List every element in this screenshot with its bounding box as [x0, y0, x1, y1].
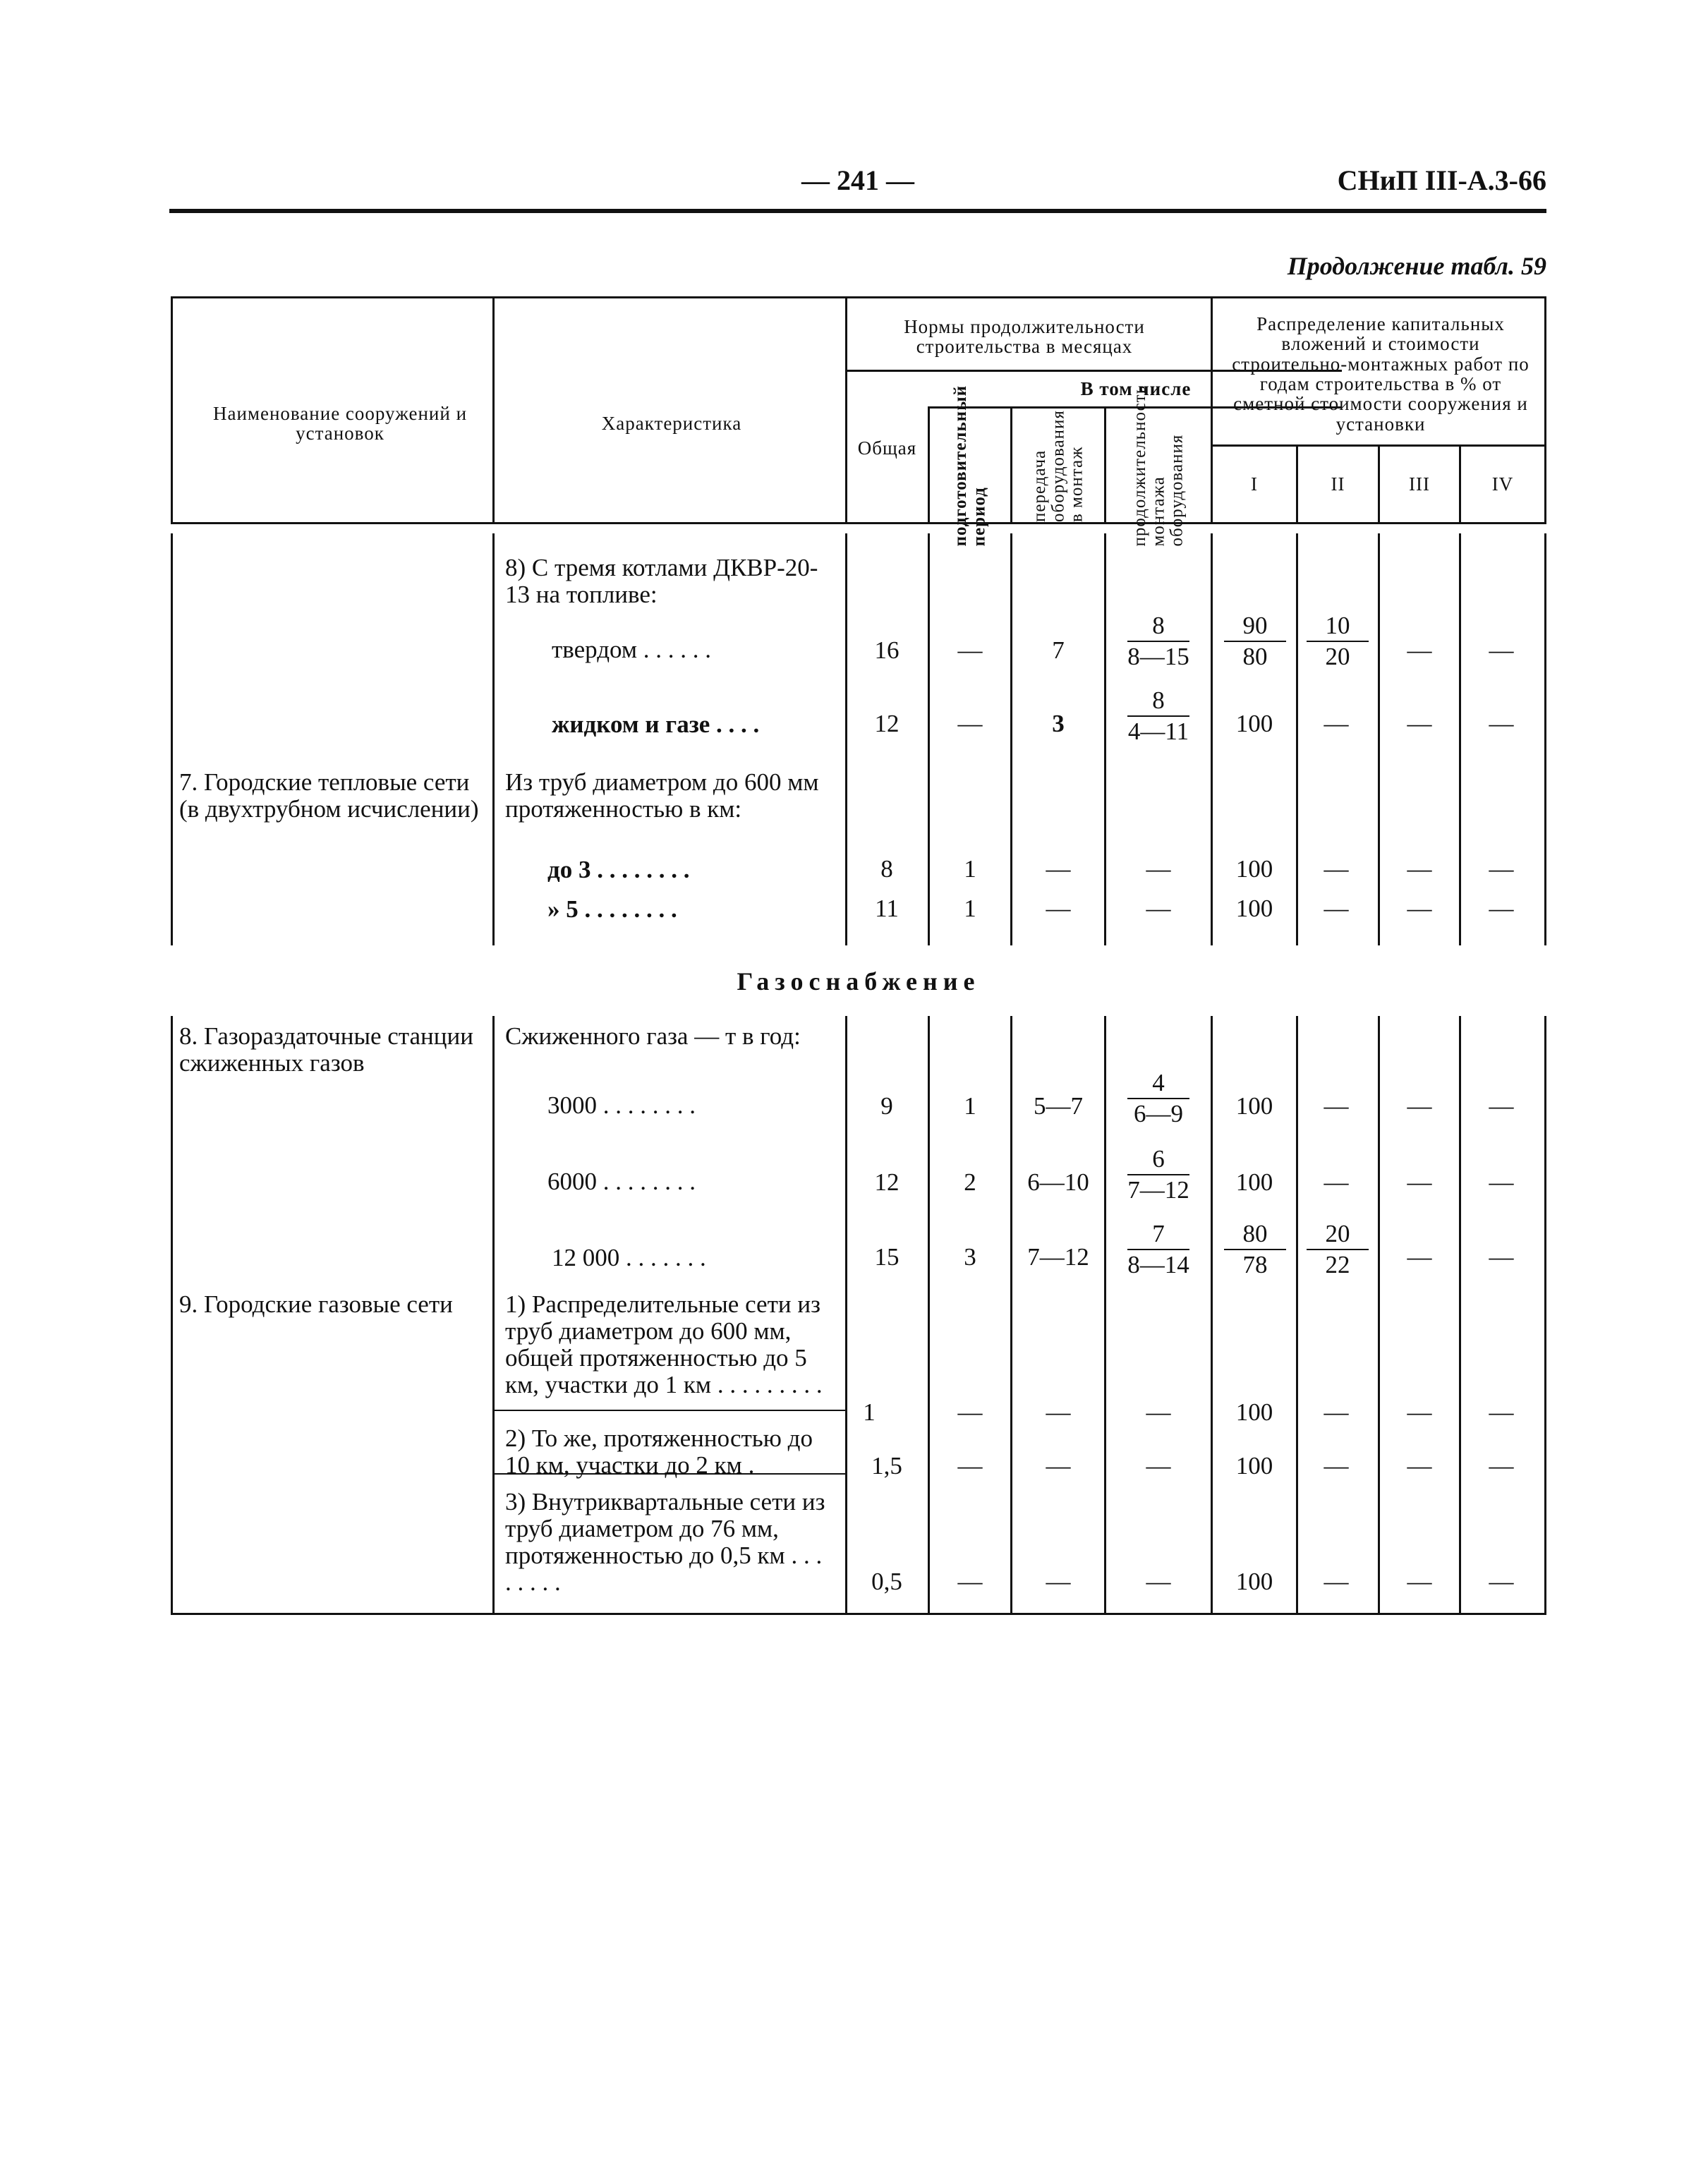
gn3-year-4: — [1489, 1568, 1514, 1595]
liquid-year-2: — [1324, 710, 1349, 737]
header-prep: подготовительный период [950, 385, 988, 547]
gn2-year-4: — [1489, 1452, 1514, 1480]
heat3-prep: 1 [964, 855, 976, 883]
g6000-year-2: — [1324, 1168, 1349, 1196]
table-caption: Продолжение табл. 59 [1287, 252, 1546, 280]
g6000-prep: 2 [964, 1168, 976, 1196]
heat3-year-3: — [1407, 855, 1432, 883]
heat3-label: до 3 . . . . . . . . [547, 856, 690, 883]
vline [1544, 533, 1546, 945]
gn3-prep: — [957, 1568, 983, 1595]
row-separator [492, 1410, 845, 1411]
gas-stations-intro: Сжиженного газа — т в год: [505, 1022, 801, 1050]
heat5-year-4: — [1489, 895, 1514, 922]
vline [928, 533, 930, 945]
gn1-total: 1 [863, 1398, 876, 1426]
gn2-transfer: — [1046, 1452, 1071, 1480]
gn2-total: 1,5 [871, 1452, 902, 1480]
header-mount-cell [1106, 385, 1211, 547]
g12000-mount-top: 7 [1152, 1220, 1165, 1247]
gn2-year-2: — [1324, 1452, 1349, 1480]
liquid-year-4: — [1489, 710, 1514, 737]
heat5-label: » 5 . . . . . . . . [547, 895, 677, 923]
heat3-total: 8 [880, 855, 893, 883]
g12000-y1-top: 80 [1242, 1220, 1268, 1247]
vline [1296, 533, 1298, 945]
header-year-4: IV [1491, 473, 1514, 495]
g12000-year-3: — [1407, 1243, 1432, 1271]
g3000-label: 3000 . . . . . . . . [547, 1091, 696, 1119]
g6000-year-3: — [1407, 1168, 1432, 1196]
g3000-year-4: — [1489, 1092, 1514, 1120]
solid-year-3: — [1407, 636, 1432, 664]
gn2-year-1: 100 [1235, 1452, 1273, 1480]
gn2-label: 2) То же, протяженностью до 10 км, участки до 2 км . [505, 1424, 813, 1479]
gn1-year-3: — [1407, 1398, 1432, 1426]
heat5-year-3: — [1407, 895, 1432, 922]
vline [492, 1016, 495, 1613]
header-year-1: I [1251, 473, 1258, 495]
gn1-transfer: — [1046, 1398, 1071, 1426]
gn3-year-2: — [1324, 1568, 1349, 1595]
g3000-mount-top: 4 [1152, 1069, 1165, 1096]
vline [1544, 1016, 1546, 1613]
g6000-mount [1123, 1144, 1194, 1205]
g6000-label: 6000 . . . . . . . . [547, 1168, 696, 1195]
header-transfer: передача оборудования в монтаж [1029, 410, 1086, 522]
gn3-label: 3) Внутриквартальные сети из труб диаметром до 76 мм, протяженностью до 0,5 км . . . . . . . . [505, 1488, 825, 1596]
g12000-total: 15 [874, 1243, 900, 1271]
liquid-prep: — [957, 710, 983, 737]
solid-mount-bottom: 8—15 [1127, 643, 1189, 670]
g3000-transfer: 5—7 [1034, 1092, 1083, 1120]
page-number: — 241 — [801, 164, 914, 196]
gn2-mount: — [1146, 1452, 1171, 1480]
heat-networks-name: 7. Городские тепловые сети (в двухтрубном исчислении) [179, 768, 479, 823]
solid-y2-top: 10 [1325, 612, 1350, 639]
liquid-transfer: 3 [1052, 710, 1065, 737]
solid-mount-top: 8 [1152, 612, 1165, 639]
heat5-total: 11 [875, 895, 899, 922]
gn1-year-2: — [1324, 1398, 1349, 1426]
solid-total: 16 [874, 636, 900, 664]
g12000-year-1 [1220, 1219, 1290, 1280]
g12000-mount [1123, 1219, 1194, 1280]
g12000-prep: 3 [964, 1243, 976, 1271]
g3000-year-3: — [1407, 1092, 1432, 1120]
gas-networks-name: 9. Городские газовые сети [179, 1290, 453, 1318]
heat5-prep: 1 [964, 895, 976, 922]
vline [845, 1016, 847, 1613]
gn1-year-4: — [1489, 1398, 1514, 1426]
vline [1544, 296, 1546, 522]
heat3-year-2: — [1324, 855, 1349, 883]
vline [492, 296, 495, 522]
g12000-y1-bottom: 78 [1242, 1251, 1268, 1278]
solid-prep: — [957, 636, 983, 664]
heat5-transfer: — [1046, 895, 1071, 922]
g6000-year-4: — [1489, 1168, 1514, 1196]
gn3-year-3: — [1407, 1568, 1432, 1595]
table-bottom-rule [171, 1613, 1546, 1615]
header-distribution: Распределение капитальных вложений и стоимости строительно-монтажных работ по годам строительства в % от сметной стоимости сооружения и установки [1232, 313, 1530, 435]
g3000-total: 9 [880, 1092, 893, 1120]
g12000-y2-bottom: 22 [1325, 1251, 1350, 1278]
heat3-year-4: — [1489, 855, 1514, 883]
gn3-year-1: 100 [1235, 1568, 1273, 1595]
gn2-year-3: — [1407, 1452, 1432, 1480]
gn3-mount: — [1146, 1568, 1171, 1595]
page-header [169, 164, 1546, 213]
gn2-prep: — [957, 1452, 983, 1480]
data-table [171, 296, 1546, 1617]
gn1-mount: — [1146, 1398, 1171, 1426]
vline [845, 533, 847, 945]
solid-mount [1123, 611, 1194, 672]
vline [1010, 533, 1012, 945]
solid-year-1 [1220, 611, 1290, 672]
vline [492, 533, 495, 945]
header-characteristic: Характеристика [601, 412, 742, 434]
gn1-year-1: 100 [1235, 1398, 1273, 1426]
g3000-prep: 1 [964, 1092, 976, 1120]
g12000-mount-bottom: 8—14 [1127, 1251, 1189, 1278]
header-total: Общая [857, 437, 917, 459]
heat3-transfer: — [1046, 855, 1071, 883]
gn1-label: 1) Распределительные сети из труб диаметром до 600 мм, общей протяженностью до 5 км, участки до 1 км . . . . . . . . . [505, 1290, 823, 1398]
vline [1010, 1016, 1012, 1613]
solid-y1-bottom: 80 [1242, 643, 1268, 670]
heat-networks-intro: Из труб диаметром до 600 мм протяженностью в км: [505, 768, 819, 823]
solid-year-4: — [1489, 636, 1514, 664]
solid-label: твердом . . . . . . [552, 636, 711, 663]
vline [171, 1016, 173, 1613]
header-prep-cell [930, 385, 1010, 547]
liquid-mount-bottom: 4—11 [1127, 718, 1189, 745]
header-bottom-rule [171, 522, 1546, 524]
vline [1211, 533, 1213, 945]
liquid-year-1: 100 [1235, 710, 1273, 737]
vline [1104, 1016, 1106, 1613]
solid-transfer: 7 [1052, 636, 1065, 664]
liquid-mount [1123, 686, 1194, 746]
g6000-mount-bottom: 7—12 [1127, 1176, 1189, 1204]
g6000-total: 12 [874, 1168, 900, 1196]
gas-stations-name: 8. Газораздаточные станции сжиженных газов [179, 1022, 473, 1077]
liquid-total: 12 [874, 710, 900, 737]
g6000-mount-top: 6 [1152, 1145, 1165, 1173]
heat5-year-2: — [1324, 895, 1349, 922]
solid-y1-top: 90 [1242, 612, 1268, 639]
header-transfer-cell [1012, 409, 1104, 522]
section-heading-gas: Газоснабжение [737, 967, 981, 996]
table-top-rule [171, 296, 1546, 298]
header-including: В том числе [1080, 377, 1192, 399]
vline [1459, 533, 1461, 945]
vline [171, 296, 173, 522]
header-name: Наименование сооружений и установок [212, 402, 468, 444]
heat3-mount: — [1146, 855, 1171, 883]
g3000-year-1: 100 [1235, 1092, 1273, 1120]
vline [1378, 533, 1380, 945]
heat5-year-1: 100 [1235, 895, 1273, 922]
vline [171, 533, 173, 945]
g6000-year-1: 100 [1235, 1168, 1273, 1196]
g6000-transfer: 6—10 [1027, 1168, 1089, 1196]
liquid-year-3: — [1407, 710, 1432, 737]
g3000-mount-bottom: 6—9 [1134, 1100, 1183, 1127]
header-norms: Нормы продолжительности строительства в месяцах [904, 315, 1145, 357]
g12000-year-2 [1302, 1219, 1373, 1280]
gn3-total: 0,5 [871, 1568, 902, 1595]
gn3-transfer: — [1046, 1568, 1071, 1595]
solid-year-2 [1302, 611, 1373, 672]
g12000-y2-top: 20 [1325, 1220, 1350, 1247]
header-year-2: II [1331, 473, 1345, 495]
vline [1296, 1016, 1298, 1613]
boilers-intro: 8) С тремя котлами ДКВР-20-13 на топливе: [505, 554, 818, 608]
vline [1378, 1016, 1380, 1613]
solid-y2-bottom: 20 [1325, 643, 1350, 670]
gn1-prep: — [957, 1398, 983, 1426]
header-year-3: III [1409, 473, 1430, 495]
g3000-year-2: — [1324, 1092, 1349, 1120]
g12000-label: 12 000 . . . . . . . [552, 1244, 706, 1271]
header-rule [169, 209, 1546, 213]
g12000-year-4: — [1489, 1243, 1514, 1271]
g12000-transfer: 7—12 [1027, 1243, 1089, 1271]
heat5-mount: — [1146, 895, 1171, 922]
g3000-mount [1123, 1068, 1194, 1129]
document-code: СНиП III-А.3-66 [1337, 164, 1546, 196]
heat3-year-1: 100 [1235, 855, 1273, 883]
vline [1459, 1016, 1461, 1613]
liquid-label: жидком и газе . . . . [552, 710, 760, 738]
vline [1104, 533, 1106, 945]
liquid-mount-top: 8 [1152, 686, 1165, 714]
header-mount: продолжительность монтажа оборудования [1129, 385, 1187, 547]
